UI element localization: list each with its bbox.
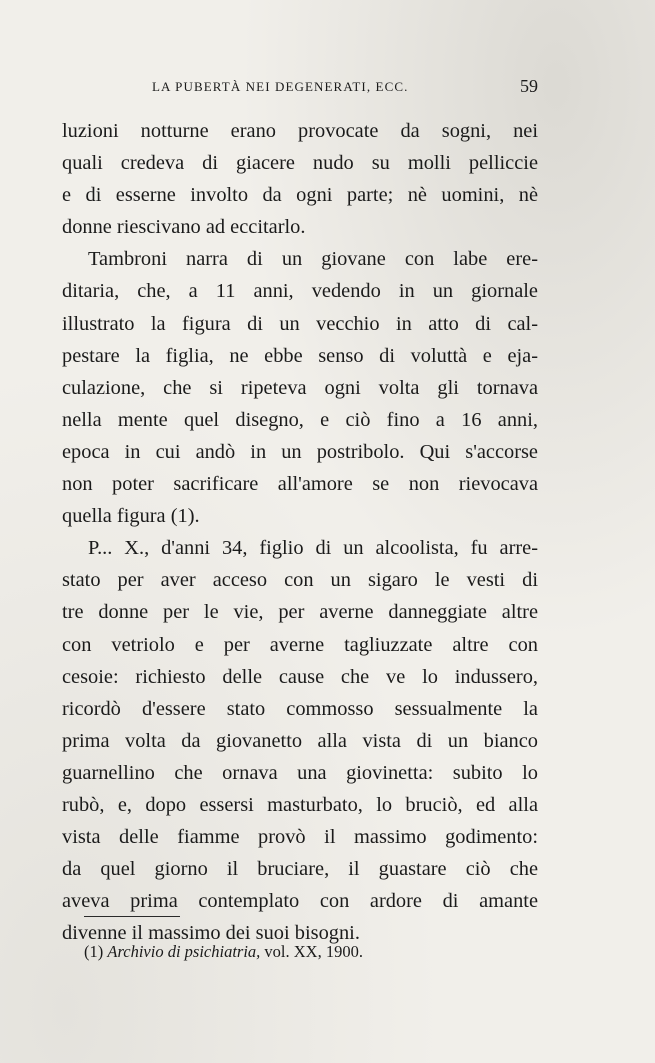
text-line: epoca in cui andò in un postribolo. Qui s'accorse <box>62 440 538 463</box>
footnote-source-title: Archivio di psichiatria, <box>107 942 261 961</box>
text-line: ricordò d'essere stato commosso sessualmente la <box>62 697 538 720</box>
text-line: quali credeva di giacere nudo su molli pelliccie <box>62 152 538 175</box>
text-line: luzioni notturne erano provocate da sogni, nei <box>62 120 538 142</box>
text-line: e di esserne involto da ogni parte; nè uomini, nè <box>62 184 538 207</box>
paragraph-start-line: P... X., d'anni 34, figlio di un alcoolista, fu arre- <box>88 537 538 560</box>
text-line: illustrato la figura di un vecchio in atto di cal- <box>62 312 538 335</box>
text-line: ditaria, che, a 11 anni, vedendo in un giornale <box>62 280 538 303</box>
text-line: prima volta da giovanetto alla vista di un bianco <box>62 729 538 752</box>
text-line: pestare la figlia, ne ebbe senso di voluttà e eja- <box>62 344 538 367</box>
text-line: aveva prima contemplato con ardore di amante <box>62 890 538 913</box>
running-title: LA PUBERTÀ NEI DEGENERATI, ECC. <box>152 79 409 94</box>
footnote-marker: (1) <box>84 942 104 961</box>
footnote-rule <box>84 916 180 917</box>
footnote-details: vol. XX, 1900. <box>264 942 363 961</box>
text-line: tre donne per le vie, per averne danneggiate altre <box>62 601 538 624</box>
text-line: culazione, che si ripeteva ogni volta gli tornava <box>62 376 538 399</box>
body-text <box>62 115 538 949</box>
text-line: rubò, e, dopo essersi masturbato, lo bruciò, ed alla <box>62 793 538 816</box>
text-line: non poter sacrificare all'amore se non rievocava <box>62 473 538 496</box>
text-line: quella figura (1). <box>62 505 200 528</box>
text-line: con vetriolo e per averne tagliuzzate altre con <box>62 633 538 656</box>
paragraph-start-line: Tambroni narra di un giovane con labe ere- <box>88 248 538 271</box>
text-line: donne riescivano ad eccitarlo. <box>62 216 306 239</box>
text-line: cesoie: richiesto delle cause che ve lo indussero, <box>62 665 538 688</box>
text-line: da quel giorno il bruciare, il guastare ciò che <box>62 858 538 881</box>
footnote <box>84 942 363 962</box>
text-line: vista delle fiamme provò il massimo godimento: <box>62 826 538 849</box>
text-line: guarnellino che ornava una giovinetta: subito lo <box>62 761 538 784</box>
text-line: divenne il massimo dei suoi bisogni. <box>62 922 360 945</box>
page-number: 59 <box>520 76 538 96</box>
text-line: stato per aver acceso con un sigaro le vesti di <box>62 569 538 592</box>
text-line: nella mente quel disegno, e ciò fino a 16 anni, <box>62 408 538 431</box>
running-head <box>60 76 538 98</box>
